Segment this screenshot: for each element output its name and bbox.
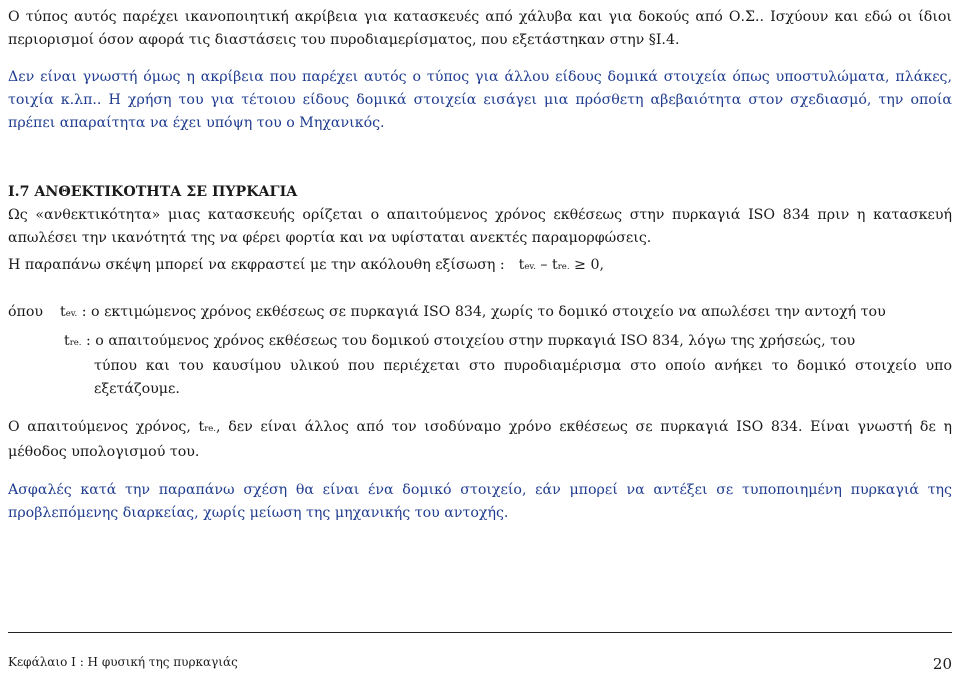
section-heading: Ι.7 ΑΝΘΕΚΤΙΚΟΤΗΤΑ ΣΕ ΠΥΡΚΑΓΙΑ: [8, 184, 298, 200]
chapter-title: Κεφάλαιο Ι : Η φυσική της πυρκαγιάς: [8, 655, 238, 669]
definition-tre-continued: τύπου και του καυσίμου υλικού που περιέχεται στο πυροδιαμέρισμα στο οποίο ανήκει το δομικό στοιχείο υπο εξετάζουμε.: [94, 358, 952, 397]
intro-paragraph-1: Ο τύπος αυτός παρέχει ικανοποιητική ακρίβεια για κατασκευές από χάλυβα και για δοκούς από Ο.Σ.. Ισχύουν και εδώ οι ίδιοι περιορισμοί όσον αφορά τις διαστάσεις του πυροδιαμερίσματος, που εξετάστηκαν στην §Ι.4.: [8, 9, 952, 48]
definition-paragraph: Ως «ανθεκτικότητα» μιας κατασκευής ορίζεται ο απαιτούμενος χρόνος εκθέσεως στην πυρκαγιά ISO 834 πριν η κατασκευή απωλέσει την ικανότητά της να φέρει φορτία και να υφίσταται ανεκτές παραμορφώσεις.: [8, 207, 952, 246]
safety-paragraph: Ασφαλές κατά την παραπάνω σχέση θα είναι ένα δομικό στοιχείο, εάν μπορεί να αντέξει σε τυποποιημένη πυρκαγιά της προβλεπόμενης διαρκείας, χωρίς μείωση της μηχανικής του αντοχής.: [8, 482, 952, 521]
tev-definition: tev. : ο εκτιμώμενος χρόνος εκθέσεως σε πυρκαγιά ISO 834, χωρίς το δομικό στοιχείο να απωλέσει την αντοχή του: [60, 304, 886, 320]
document-page: [8, 6, 952, 525]
definition-tev: [8, 301, 952, 326]
intro-paragraph-2: Δεν είναι γνωστή όμως η ακρίβεια που παρέχει αυτός ο τύπος για άλλου είδους δομικά στοιχεία όπως υποστυλώματα, πλάκες, τοιχία κ.λπ.. Η χρήση του για τέτοιου είδους δομικά στοιχεία εισάγει μια πρόσθετη αβεβαιότητα στον σχεδιασμό, την οποία πρέπει απαραίτητα να έχει υπόψη του ο Μηχανικός.: [8, 69, 952, 131]
equation-formula: tev. – tre. ≥ 0,: [518, 257, 604, 273]
definition-tre: tre. : ο απαιτούμενος χρόνος εκθέσεως του δομικού στοιχείου στην πυρκαγιά ISO 834, λόγω της χρήσεώς, του: [64, 333, 856, 349]
required-time-paragraph: Ο απαιτούμενος χρόνος, tre., δεν είναι άλλος από τον ισοδύναμο χρόνο εκθέσεως σε πυρκαγιά ISO 834. Είναι γνωστή δε η μέθοδος υπολογισμού του.: [8, 419, 952, 460]
equation-text: Η παραπάνω σκέψη μπορεί να εκφραστεί με την ακόλουθη εξίσωση :: [8, 257, 505, 273]
equation-line: [8, 254, 952, 279]
where-label: όπου: [8, 304, 44, 320]
page-footer: [8, 632, 952, 675]
page-number: 20: [932, 655, 952, 673]
